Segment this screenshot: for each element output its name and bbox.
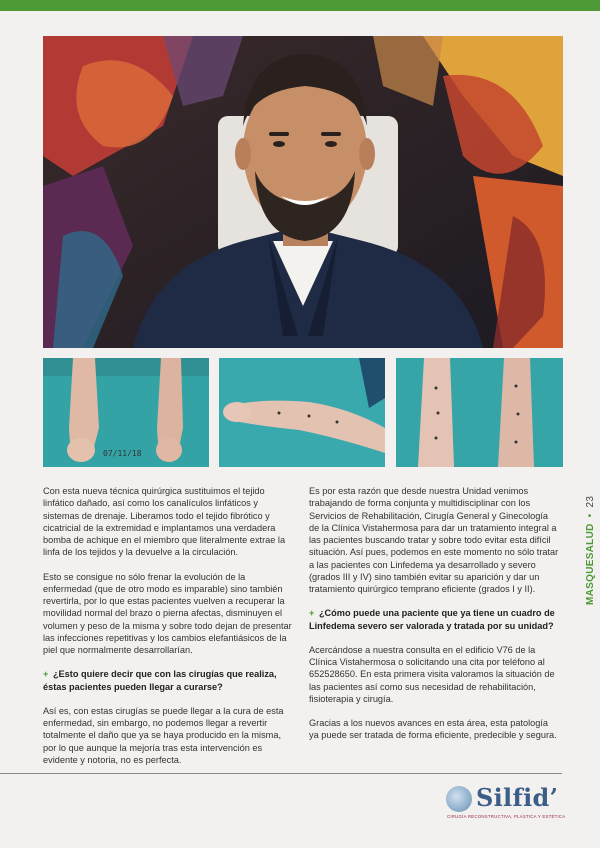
body-paragraph: Con esta nueva técnica quirúrgica sustituimos el tejido linfático dañado, así como los canalículos linfáticos y sistemas de drenaje. Liberamos todo el tejido fibrótico y cicatricial de la extremidad e implantamos una verdadera bomba de achique en el miembro que literalmente extrae la linfa de los tejidos y la devuelve a la circulación. — [43, 486, 286, 558]
body-paragraph: Es por esta razón que desde nuestra Unidad venimos trabajando de forma conjunta y multidisciplinar con los Servicios de Rehabilitación, Cirugía General y Ginecología de la Clínica Vistahermosa para dar un tratamiento integral a las pacientes buscando tratar y sobre todo evitar esta difícil situación. Así pues, podemos en este momento no sólo tratar a las pacientes con Linfedema ya desarrollado y severo (grados III y IV) sino también evitar su aparición y dar un tratamiento quirúrgico temprano eficiente (grados I y II). — [309, 486, 559, 594]
logo-wordmark: Silfid’ — [476, 783, 559, 812]
question-text: ¿Esto quiere decir que con las cirugías que realiza, éstas pacientes pueden llegar a curarse? — [43, 669, 277, 692]
silfid-logo — [444, 784, 564, 824]
svg-text:07/11/18: 07/11/18 — [103, 449, 142, 458]
footer-divider — [0, 773, 562, 774]
body-paragraph: Acercándose a nuestra consulta en el edificio V76 de la Clínica Vistahermosa o solicitando una cita por teléfono al 652528650. En esta primera visita valoramos la situación de las pacientes así como sus necesidad de rehabilitación, fisioterapia y cirugía. — [309, 644, 555, 704]
question-marker: + — [43, 669, 49, 680]
hero-portrait-photo — [43, 36, 563, 348]
arm-photo-marked-icon — [396, 358, 563, 467]
separator-dot: • — [585, 513, 596, 518]
left-column — [43, 485, 293, 778]
page-number: 23 — [585, 495, 596, 508]
top-accent-bar — [0, 0, 600, 11]
question-marker: + — [309, 608, 315, 619]
body-paragraph: Esto se consigue no sólo frenar la evolución de la enfermedad (que de otro modo es imparable) sino también revertirla, por lo que estas pacientes vuelven a recuperar la movilidad normal del brazo o pierna afectas, disminuyen el volumen y peso de la misma y sobre todo dejan de presentar las infecciones repetitivas y los cambios elefantiásicos de la piel que normalmente desarrollarían. — [43, 571, 292, 655]
body-paragraph: Así es, con estas cirugías se puede llegar a la cura de esta enfermedad, sin embargo, no podemos llegar a revertir totalmente el daño que ya se haya producido en la misma, por lo que aunque la mejoría tras esta intervención es evidente y notoria, no es perfecta. — [43, 705, 284, 765]
side-running-head — [585, 496, 596, 605]
logo-emblem-icon — [446, 786, 472, 812]
arm-photo-front-icon — [43, 358, 209, 467]
right-column — [309, 485, 559, 754]
question-text: ¿Cómo puede una paciente que ya tiene un cuadro de Linfedema severo ser valorada y tratada por su unidad? — [309, 608, 555, 631]
interview-question — [43, 668, 293, 693]
body-paragraph: Gracias a los nuevos avances en esta área, esta patología ya puede ser tratada de forma eficiente, predecible y segura. — [309, 718, 557, 741]
interview-question — [309, 607, 559, 632]
magazine-name: MASQUESALUD — [585, 523, 596, 605]
logo-tagline: CIRUGÍA RECONSTRUCTIVA, PLÁSTICA Y ESTÉTICA — [447, 814, 566, 819]
arm-photo-side-icon — [219, 358, 385, 467]
